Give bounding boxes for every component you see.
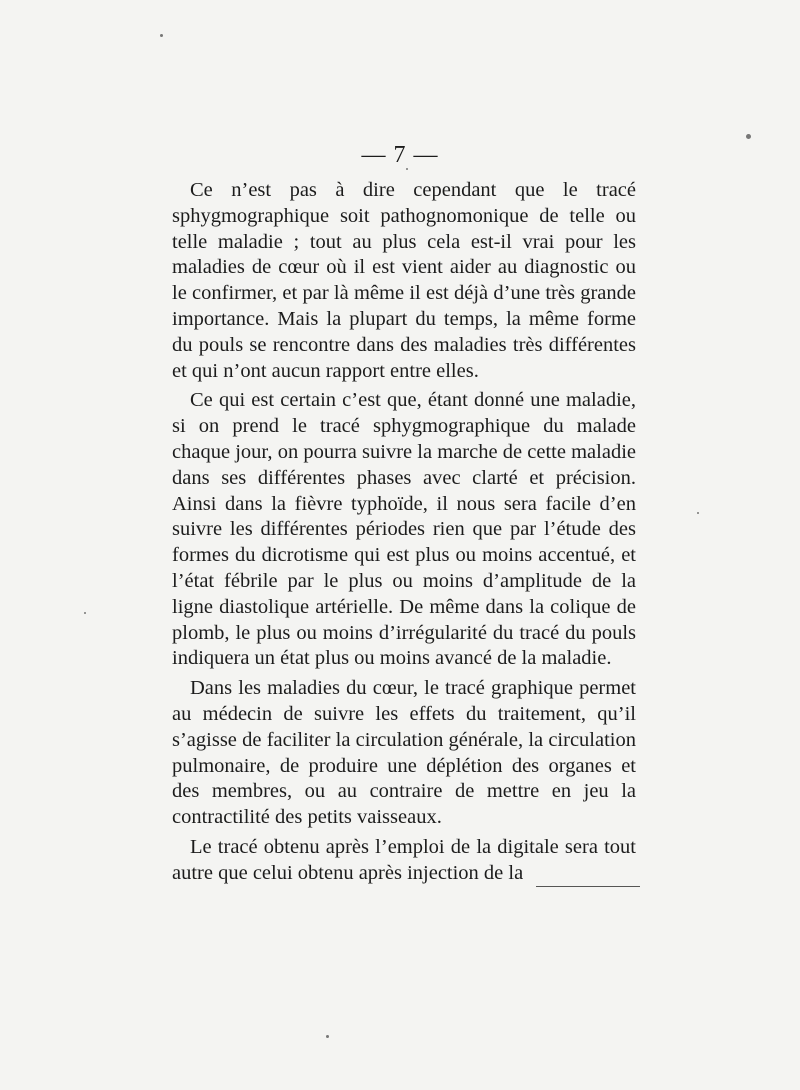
paragraph: Le tracé obtenu après l’emploi de la digitale sera tout autre que celui obtenu après injection de la (172, 835, 636, 884)
paper-speck (84, 612, 86, 614)
paper-speck (697, 512, 699, 514)
body-text (172, 178, 636, 887)
paper-speck (160, 34, 163, 37)
paragraph: Ce qui est certain c’est que, étant donné une maladie, si on prend le tracé sphygmographique du malade chaque jour, on pourra suivre la marche de cette maladie dans ses différentes phases avec clarté et précision. Ainsi dans la fièvre typhoïde, il nous sera facile d’en suivre les différentes périodes rien que par l’étude des formes du dicrotisme qui est plus ou moins accentué, et l’état fébrile par le plus ou moins d’amplitude de la ligne diastolique artérielle. De même dans la colique de plomb, le plus ou moins d’irrégularité du tracé du pouls indiquera un état plus ou moins avancé de la maladie. (172, 389, 636, 670)
paper-speck (746, 134, 751, 139)
paper-speck (326, 1035, 329, 1038)
paragraph: Dans les maladies du cœur, le tracé graphique permet au médecin de suivre les effets du traitement, qu’il s’agisse de faciliter la circulation générale, la circulation pulmonaire, de produire une déplétion des organes et des membres, ou au contraire de mettre en jeu la contractilité des petits vaisseaux. (172, 677, 636, 829)
footnote-rule (536, 886, 640, 887)
paragraph: Ce n’est pas à dire cependant que le tracé sphygmographique soit pathognomonique de telle ou telle maladie ; tout au plus cela est-il vrai pour les maladies de cœur où il est vient aider au diagnostic ou le confirmer, et par là même il est déjà d’une très grande importance. Mais la plupart du temps, la même forme du pouls se rencontre dans des maladies très différentes et qui n’ont aucun rapport entre elles. (172, 179, 636, 382)
page-number: — 7 — (361, 142, 439, 168)
